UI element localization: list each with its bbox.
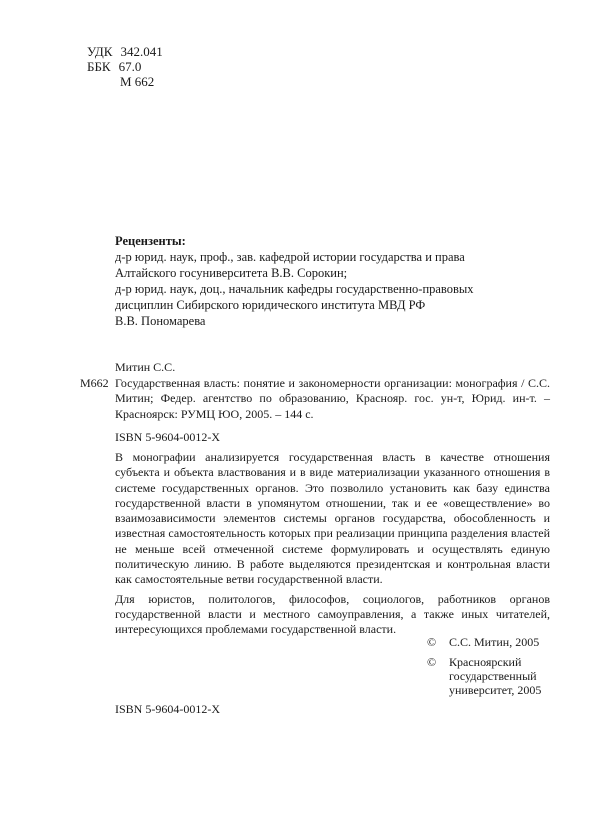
copyright-block (427, 635, 579, 697)
udk-line (87, 44, 163, 59)
copyright-symbol: © (427, 635, 437, 649)
reviewer-line: д-р юрид. наук, доц., начальник кафедры государственно-правовых (115, 282, 474, 296)
bbk-label: ББК (87, 59, 111, 74)
bibliographic-record (80, 360, 550, 422)
record-code: М662 (80, 375, 109, 390)
isbn-bottom: ISBN 5-9604-0012-X (115, 702, 220, 716)
reviewers-block (115, 233, 555, 329)
abstract-block (115, 450, 550, 638)
copyright-author (427, 635, 579, 649)
copyright-line: Красноярский (449, 655, 522, 669)
author-mark: М 662 (120, 74, 155, 89)
audience-paragraph: Для юристов, политологов, философов, социологов, работников органов государственной власти и местного самоуправления, а также иных читателей, интересующихся проблемами государственной власти. (115, 591, 550, 637)
abstract-paragraph: В монографии анализируется государственная власть в качестве отношения субъекта и объекта властвования и в виде материализации указанного отношения в системе государственных органов. Это позволило установить как базу единства государственной власти в упомянутом отношении, так и ее «овеществление» во взаимозависимости элементов системы органов государства, обособленность и известная самостоятельность которых при реализации принципа разделения властей не меньше всей отмеченной системе формулировать и осуществлять единую политическую линию. В работе выделяются президентская и контрольная власти как самостоятельные ветви государственной власти. (115, 450, 550, 587)
record-author: Митин С.С. (115, 360, 176, 374)
bbk-line (87, 59, 163, 74)
reviewer-line: дисциплин Сибирского юридического института МВД РФ (115, 298, 426, 312)
isbn-top: ISBN 5-9604-0012-X (115, 430, 220, 444)
copyright-line: университет, 2005 (449, 683, 542, 697)
reviewer-line: Алтайского госуниверситета В.В. Сорокин; (115, 266, 348, 280)
udk-value: 342.041 (120, 44, 163, 59)
copyright-line: С.С. Митин, 2005 (449, 635, 540, 649)
copyright-university (427, 655, 579, 697)
record-text: Государственная власть: понятие и закономерности организации: монография / С.С. Митин; Федер. агентство по образованию, Краснояр. гос. ун-т, Юрид. ин-т. – Красноярск: РУМЦ ЮО, 2005. – 144 с. (115, 375, 550, 421)
udk-label: УДК (87, 44, 113, 59)
reviewers-heading: Рецензенты: (115, 234, 186, 248)
classification-block (87, 44, 163, 89)
record-row (80, 376, 550, 423)
reviewer-line: д-р юрид. наук, проф., зав. кафедрой истории государства и права (115, 250, 465, 264)
bbk-value: 67.0 (118, 59, 142, 74)
copyright-symbol: © (427, 655, 437, 669)
reviewer-line: В.В. Пономарева (115, 314, 206, 328)
copyright-line: государственный (449, 669, 537, 683)
